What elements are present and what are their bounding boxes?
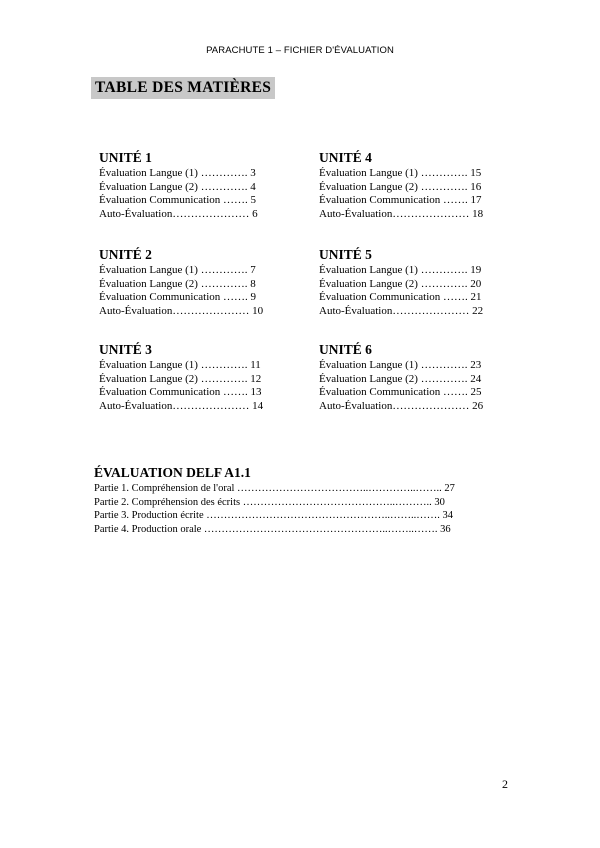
page-number: 2 [502, 777, 508, 791]
toc-entry: Évaluation Langue (2) …………. 8 [99, 277, 256, 290]
toc-entry: Auto-Évaluation………………… 18 [319, 207, 484, 220]
toc-entry: Évaluation Langue (1) …………. 19 [319, 264, 482, 276]
running-header: PARACHUTE 1 – FICHIER D'ÉVALUATION [206, 45, 394, 56]
toc-entry: Évaluation Communication ……. 5 [99, 194, 257, 206]
toc-entry: Évaluation Langue (2) …………. 16 [319, 180, 482, 193]
toc-entry: Auto-Évaluation………………… 26 [319, 399, 484, 412]
toc-entry: Partie 2. Compréhension des écrits ……………………………………..……….. 30 [94, 496, 445, 508]
toc-entry: Évaluation Langue (1) …………. 7 [99, 264, 256, 276]
page-title: TABLE DES MATIÈRES [91, 77, 275, 99]
unit-title: UNITÉ 1 [99, 150, 152, 165]
toc-entry: Évaluation Communication ……. 17 [319, 194, 482, 206]
toc-entry: Évaluation Communication ……. 9 [99, 291, 257, 303]
toc-entry: Évaluation Langue (2) …………. 4 [99, 180, 256, 193]
toc-entry: Évaluation Communication ……. 21 [319, 291, 482, 303]
unit-title: UNITÉ 6 [319, 342, 372, 357]
toc-entry: Évaluation Communication ……. 13 [99, 386, 262, 398]
delf-section [94, 465, 499, 536]
toc-entry: Auto-Évaluation………………… 22 [319, 304, 484, 317]
toc-entry: Auto-Évaluation………………… 6 [99, 207, 258, 220]
toc-entry: Évaluation Communication ……. 25 [319, 386, 482, 398]
unit-section-2 [99, 247, 299, 318]
delf-title: ÉVALUATION DELF A1.1 [94, 465, 251, 480]
toc-entry: Évaluation Langue (1) …………. 3 [99, 167, 256, 179]
unit-title: UNITÉ 2 [99, 247, 152, 262]
toc-entry: Évaluation Langue (1) …………. 11 [99, 359, 261, 371]
unit-title: UNITÉ 4 [319, 150, 372, 165]
unit-section-4 [319, 150, 519, 221]
toc-entry: Évaluation Langue (1) …………. 15 [319, 167, 482, 179]
toc-entry: Partie 3. Production écrite ……………………………………………..……..……. 34 [94, 510, 454, 521]
toc-entry: Partie 4. Production orale ……………………………………………..……..……. 36 [94, 523, 451, 535]
unit-section-1 [99, 150, 299, 221]
toc-entry: Évaluation Langue (2) …………. 24 [319, 372, 482, 385]
toc-entry: Auto-Évaluation………………… 10 [99, 304, 264, 317]
toc-entry: Évaluation Langue (2) …………. 20 [319, 277, 482, 290]
toc-entry: Évaluation Langue (1) …………. 23 [319, 359, 482, 371]
toc-entry: Évaluation Langue (2) …………. 12 [99, 372, 262, 385]
unit-section-3 [99, 342, 299, 413]
unit-title: UNITÉ 3 [99, 342, 152, 357]
toc-entry: Auto-Évaluation………………… 14 [99, 399, 264, 412]
toc-entry: Partie 1. Compréhension de l'oral ………………………………..…………..…….. 27 [94, 483, 455, 494]
unit-section-6 [319, 342, 519, 413]
unit-title: UNITÉ 5 [319, 247, 372, 262]
unit-section-5 [319, 247, 519, 318]
